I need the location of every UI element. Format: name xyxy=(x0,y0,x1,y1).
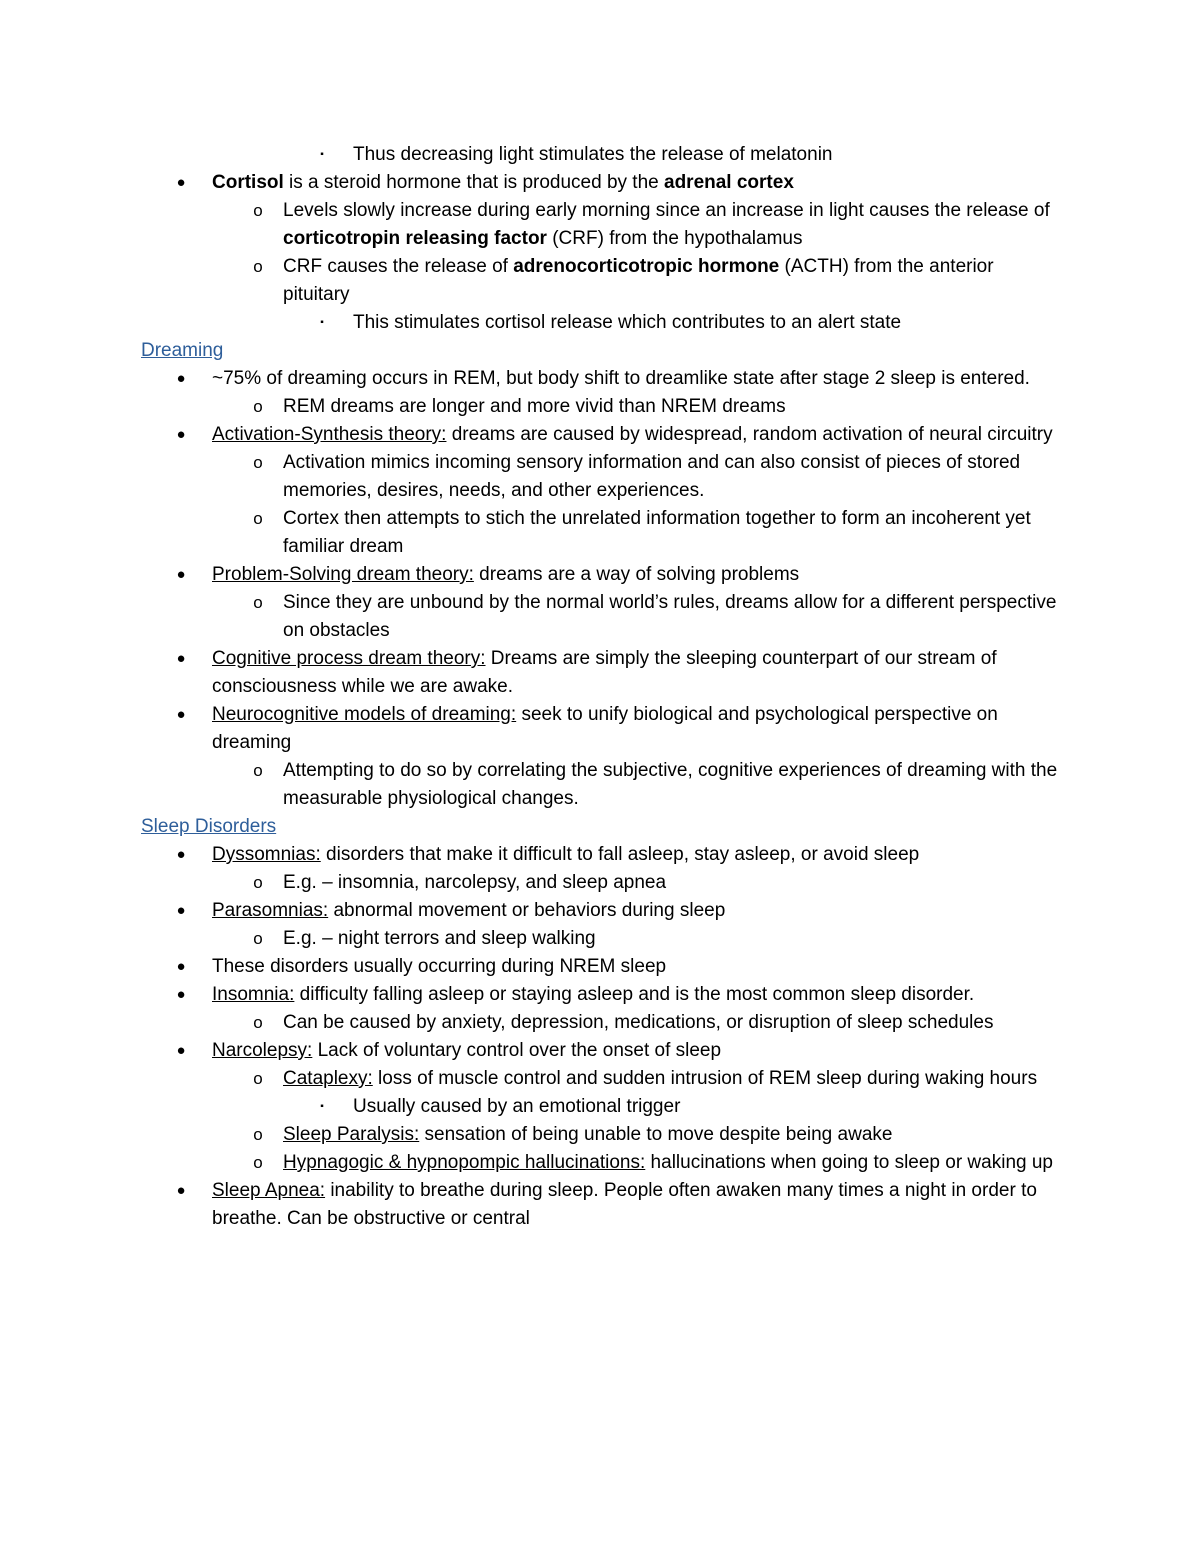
section-heading-text xyxy=(141,813,991,841)
term-label: Hypnagogic & hypnopompic hallucinations: xyxy=(283,1152,646,1173)
text-run: disorders that make it difficult to fall asleep, stay asleep, or avoid sleep xyxy=(320,844,920,865)
text-run: CRF causes the release of xyxy=(283,256,514,277)
circle-bullet-icon: o xyxy=(253,1153,263,1172)
list-item-text xyxy=(212,841,1062,869)
list-item-text xyxy=(212,953,1062,981)
term-label: Cataplexy: xyxy=(283,1068,373,1089)
list-item xyxy=(0,169,1200,197)
list-item-text xyxy=(283,1149,1063,1177)
text-run: E.g. – insomnia, narcolepsy, and sleep apnea xyxy=(283,872,667,893)
text-run: Levels slowly increase during early morning since an increase in light causes the release of xyxy=(283,200,1050,221)
list-item xyxy=(0,1065,1200,1093)
list-item xyxy=(0,981,1200,1009)
text-run: This stimulates cortisol release which contributes to an alert state xyxy=(353,312,902,333)
list-item-text xyxy=(353,1093,1053,1121)
list-item xyxy=(0,953,1200,981)
list-item xyxy=(0,1093,1200,1121)
text-run: Lack of voluntary control over the onset of sleep xyxy=(312,1040,722,1061)
bullet-icon: ● xyxy=(176,902,186,919)
circle-bullet-icon: o xyxy=(253,397,263,416)
circle-bullet-icon: o xyxy=(253,929,263,948)
bullet-icon: ● xyxy=(176,1042,186,1059)
text-run: Activation mimics incoming sensory information and can also consist of pieces of stored memories, desires, needs, and other experiences. xyxy=(283,452,1021,501)
circle-bullet-icon: o xyxy=(253,1125,263,1144)
list-item xyxy=(0,1121,1200,1149)
list-item-text xyxy=(283,1121,1063,1149)
circle-bullet-icon: o xyxy=(253,509,263,528)
list-item-text xyxy=(353,309,1053,337)
list-item xyxy=(0,561,1200,589)
text-run: sensation of being unable to move despite being awake xyxy=(419,1124,893,1145)
bold-term: adrenocorticotropic hormone xyxy=(513,256,780,277)
text-run: Dreams are simply the sleeping counterpart of our stream of consciousness while we are awake. xyxy=(212,648,997,697)
section-heading-text xyxy=(141,337,991,365)
term-label: Cognitive process dream theory: xyxy=(212,648,486,669)
text-run: (CRF) from the hypothalamus xyxy=(546,228,803,249)
list-item-text xyxy=(283,393,1063,421)
circle-bullet-icon: o xyxy=(253,453,263,472)
text-run: loss of muscle control and sudden intrusion of REM sleep during waking hours xyxy=(372,1068,1038,1089)
list-item-text xyxy=(212,1177,1062,1233)
bold-term: corticotropin releasing factor xyxy=(283,228,547,249)
list-item xyxy=(0,253,1200,309)
term-label: Problem-Solving dream theory: xyxy=(212,564,474,585)
list-item xyxy=(0,393,1200,421)
list-item-text xyxy=(283,589,1063,645)
bullet-icon: ● xyxy=(176,986,186,1003)
bullet-icon: ● xyxy=(176,370,186,387)
term-label: Narcolepsy: xyxy=(212,1040,313,1061)
list-item-text xyxy=(283,1065,1063,1093)
text-run: Cortex then attempts to stich the unrelated information together to form an incoherent yet familiar dream xyxy=(283,508,1031,557)
text-run: inability to breathe during sleep. People often awaken many times a night in order to breathe. Can be obstructive or central xyxy=(212,1180,1037,1229)
term-label: Dyssomnias: xyxy=(212,844,321,865)
text-run: (ACTH) from the anterior pituitary xyxy=(283,256,994,305)
list-item-text xyxy=(283,757,1063,813)
bold-term: Cortisol xyxy=(212,172,284,193)
list-item xyxy=(0,1177,1200,1233)
text-run: E.g. – night terrors and sleep walking xyxy=(283,928,596,949)
term-label: Sleep Paralysis: xyxy=(283,1124,420,1145)
text-run: is a steroid hormone that is produced by the xyxy=(283,172,664,193)
text-run: difficulty falling asleep or staying asleep and is the most common sleep disorder. xyxy=(294,984,975,1005)
circle-bullet-icon: o xyxy=(253,201,263,220)
circle-bullet-icon: o xyxy=(253,761,263,780)
list-item xyxy=(0,197,1200,253)
list-item xyxy=(0,1009,1200,1037)
circle-bullet-icon: o xyxy=(253,1013,263,1032)
square-bullet-icon: ▪ xyxy=(320,317,324,328)
text-run: Dreaming xyxy=(141,340,224,361)
bullet-icon: ● xyxy=(176,1182,186,1199)
circle-bullet-icon: o xyxy=(253,873,263,892)
list-item-text xyxy=(212,169,1062,197)
text-run: ~75% of dreaming occurs in REM, but body shift to dreamlike state after stage 2 sleep is entered. xyxy=(212,368,1030,389)
text-run: Thus decreasing light stimulates the release of melatonin xyxy=(353,144,833,165)
text-run: Usually caused by an emotional trigger xyxy=(353,1096,681,1117)
list-item xyxy=(0,365,1200,393)
list-item-text xyxy=(283,449,1063,505)
list-item xyxy=(0,421,1200,449)
bullet-icon: ● xyxy=(176,706,186,723)
circle-bullet-icon: o xyxy=(253,593,263,612)
list-item-text xyxy=(212,701,1062,757)
list-item-text xyxy=(212,1037,1062,1065)
bullet-icon: ● xyxy=(176,650,186,667)
text-run: These disorders usually occurring during NREM sleep xyxy=(212,956,667,977)
text-run: dreams are caused by widespread, random activation of neural circuitry xyxy=(446,424,1053,445)
term-label: Sleep Apnea: xyxy=(212,1180,326,1201)
list-item xyxy=(0,841,1200,869)
text-run: REM dreams are longer and more vivid than NREM dreams xyxy=(283,396,786,417)
bullet-icon: ● xyxy=(176,958,186,975)
list-item xyxy=(0,505,1200,561)
list-item-text xyxy=(212,421,1062,449)
list-item-text xyxy=(283,869,1063,897)
document-page xyxy=(0,141,1200,1233)
list-item xyxy=(0,141,1200,169)
list-item xyxy=(0,1037,1200,1065)
section-heading xyxy=(0,337,1200,365)
list-item xyxy=(0,869,1200,897)
list-item xyxy=(0,1149,1200,1177)
square-bullet-icon: ▪ xyxy=(320,149,324,160)
list-item-text xyxy=(212,645,1062,701)
list-item-text xyxy=(212,897,1062,925)
list-item xyxy=(0,897,1200,925)
square-bullet-icon: ▪ xyxy=(320,1101,324,1112)
list-item-text xyxy=(283,253,1063,309)
list-item xyxy=(0,925,1200,953)
list-item-text xyxy=(283,505,1063,561)
term-label: Activation-Synthesis theory: xyxy=(212,424,447,445)
text-run: Since they are unbound by the normal world’s rules, dreams allow for a different perspective on obstacles xyxy=(283,592,1057,641)
bullet-icon: ● xyxy=(176,566,186,583)
term-label: Parasomnias: xyxy=(212,900,329,921)
list-item-text xyxy=(212,365,1062,393)
list-item-text xyxy=(283,197,1063,253)
list-item-text xyxy=(212,561,1062,589)
text-run: abnormal movement or behaviors during sleep xyxy=(328,900,726,921)
bullet-icon: ● xyxy=(176,846,186,863)
bullet-icon: ● xyxy=(176,174,186,191)
text-run: hallucinations when going to sleep or waking up xyxy=(645,1152,1053,1173)
list-item xyxy=(0,645,1200,701)
circle-bullet-icon: o xyxy=(253,257,263,276)
circle-bullet-icon: o xyxy=(253,1069,263,1088)
list-item-text xyxy=(212,981,1062,1009)
term-label: Insomnia: xyxy=(212,984,295,1005)
list-item-text xyxy=(283,1009,1063,1037)
list-item xyxy=(0,757,1200,813)
text-run: Attempting to do so by correlating the subjective, cognitive experiences of dreaming with the measurable physiological changes. xyxy=(283,760,1058,809)
list-item xyxy=(0,701,1200,757)
bullet-icon: ● xyxy=(176,426,186,443)
list-item xyxy=(0,449,1200,505)
list-item-text xyxy=(283,925,1063,953)
list-item-text xyxy=(353,141,1053,169)
bold-term: adrenal cortex xyxy=(664,172,794,193)
text-run: dreams are a way of solving problems xyxy=(473,564,800,585)
term-label: Neurocognitive models of dreaming: xyxy=(212,704,517,725)
section-heading xyxy=(0,813,1200,841)
text-run: seek to unify biological and psychological perspective on dreaming xyxy=(212,704,998,753)
text-run: Can be caused by anxiety, depression, medications, or disruption of sleep schedules xyxy=(283,1012,994,1033)
list-item xyxy=(0,309,1200,337)
list-item xyxy=(0,589,1200,645)
text-run: Sleep Disorders xyxy=(141,816,277,837)
